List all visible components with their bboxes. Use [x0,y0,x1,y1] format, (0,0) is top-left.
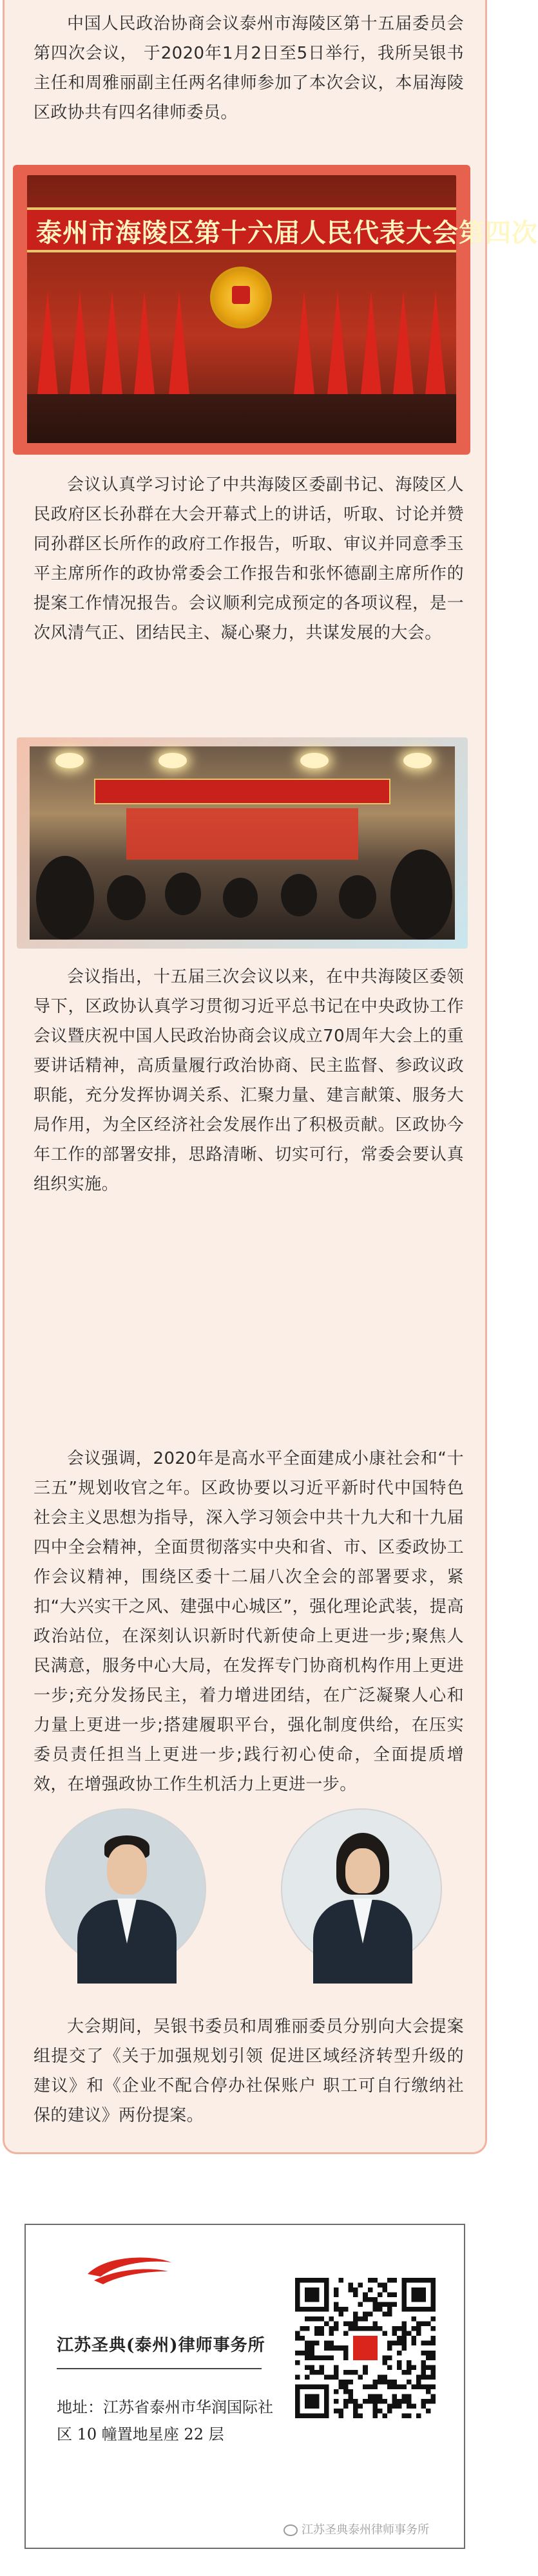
paragraph-intro: 中国人民政治协商会议泰州市海陵区第十五届委员会第四次会议， 于2020年1月2日至5日举行，我所吴银书主任和周雅丽副主任两名律师参加了本次会议，本届海陵区政协共有四名律师委员。 [34,14,464,122]
ceiling-light-icon [159,753,187,768]
attendee-head [339,875,376,919]
hall-banner-text: 泰州市海陵区第十六届人民代表大会第四次 [36,218,538,248]
meeting-banner [94,779,390,804]
paragraph-emphasis: 会议强调，2020年是高水平全面建成小康社会和“十三五”规划收官之年。区政协要以习近平新时代中国特色社会主义思想为指导，深入学习领会中共十九大和十九届四中全会精神，全面贯彻落实中央和省、市、区委政协工作会议精神，围绕区委十二届八次全会的部署要求，紧扣“大兴实干之风、建强中心城区”，强化理论武装，提高政治站位，在深刻认识新时代新使命上更进一步;聚焦人民满意，服务中心大局，在发挥专门协商机构作用上更进一步;充分发扬民主，着力增进团结，在广泛凝聚人心和力量上更进一步;搭建履职平台，强化制度供给，在压实委员责任担当上更进一步;践行初心使命，全面提质增效，在增强政协工作生机活力上更进一步。 [34,1449,464,1794]
conference-photo [27,175,538,443]
paragraph-proposals: 大会期间，吴银书委员和周雅丽委员分别向大会提案组提交了《关于加强规划引领 促进区域经济转型升级的建议》和《企业不配合停办社保账户 职工可自行缴纳社保的建议》两份提案。 [34,2017,464,2125]
attendee-head [36,856,94,940]
avatar-lawyer-male [45,1808,206,1969]
watermark-text: 江苏圣典泰州律师事务所 [302,2523,429,2537]
ceiling-light-icon [55,753,84,768]
conference-photo-frame [13,165,538,455]
firm-contact-card [24,2224,465,2549]
meeting-photo [30,746,455,940]
attendee-head [107,875,146,920]
attendee-head [165,873,201,915]
qr-code-icon[interactable] [295,2278,436,2418]
firm-logo-icon [81,2248,178,2287]
attendee-head [390,849,452,940]
ceiling-light-icon [403,753,432,768]
paragraph-review: 会议指出，十五届三次会议以来，在中共海陵区委领导下，区政协认真学习贯彻习近平总书记在中央政协工作会议暨庆祝中国人民政治协商会议成立70周年大会上的重要讲话精神，高质量履行政治协商、民主监督、参政议政职能，充分发挥协调关系、汇聚力量、建言献策、服务大局作用，为全区经济社会发展作出了积极贡献。区政协今年工作的部署安排，思路清晰、切实可行，常委会要认真组织实施。 [34,967,464,1194]
divider [57,2368,262,2369]
ceiling-light-icon [300,753,329,768]
firm-address: 地址：江苏省泰州市华润国际社区 10 幢置地星座 22 层 [57,2398,273,2443]
meeting-photo-frame [17,737,468,949]
avatar-lawyer-female [281,1808,442,1969]
attendee-head [223,878,258,918]
stage-desk [27,394,456,443]
stage-backdrop [126,808,358,860]
wechat-icon [283,2524,298,2536]
national-emblem-icon [210,267,272,328]
watermark [283,2521,477,2537]
attendee-head [281,874,317,916]
paragraph-discussion: 会议认真学习讨论了中共海陵区委副书记、海陵区人民政府区长孙群在大会开幕式上的讲话，听取、讨论并赞同孙群区长所作的政府工作报告，听取、审议并同意季玉平主席所作的政协常委会工作报告和张怀德副主席所作的提案工作情况报告。会议顺利完成预定的各项议程，是一次风清气正、团结民主、凝心聚力，共谋发展的大会。 [34,475,464,643]
firm-name: 江苏圣典(泰州)律师事务所 [57,2336,265,2355]
